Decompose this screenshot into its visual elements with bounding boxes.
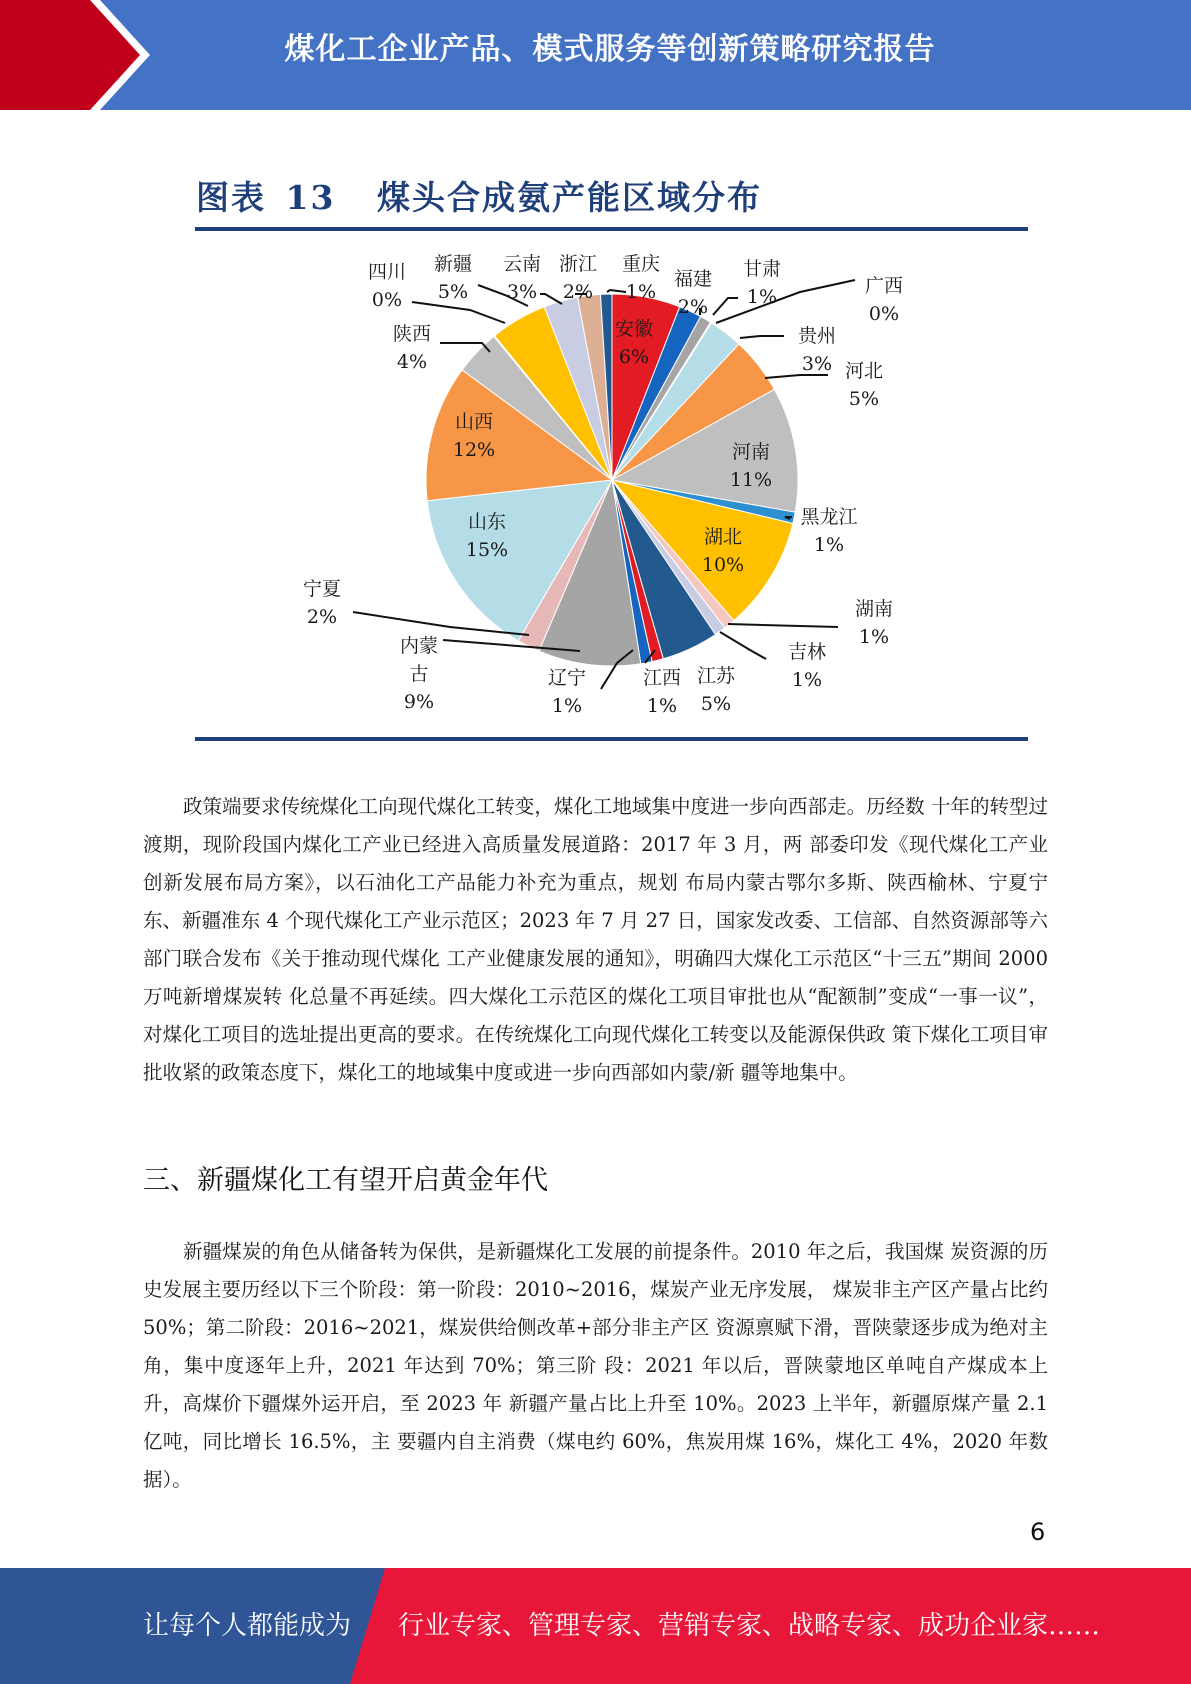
slice-label-辽宁: 辽宁: [547, 667, 587, 689]
slice-label-浙江: 浙江: [558, 253, 598, 275]
page-footer: [0, 1568, 1191, 1684]
slice-label-福建: 福建: [673, 268, 713, 290]
slice-label-四川: 四川: [367, 261, 407, 283]
leader-line-湖南: [728, 624, 838, 627]
slice-label-江西: 江西: [642, 667, 682, 689]
slice-label-山西: 山西: [454, 411, 494, 433]
slice-value-内蒙古: 9%: [403, 691, 435, 713]
leader-line-云南: [540, 294, 562, 304]
slice-value-陕西: 4%: [396, 351, 428, 373]
slice-value-宁夏: 2%: [306, 606, 338, 628]
slice-label-内蒙古: 内蒙: [399, 635, 439, 657]
leader-line-甘肃: [713, 298, 738, 315]
slice-label-广西: 广西: [864, 275, 904, 297]
footer-left-text: 让每个人都能成为: [143, 1611, 352, 1641]
pie-chart: [0, 240, 1191, 735]
leader-line-广西: [716, 280, 855, 323]
slice-label-重庆: 重庆: [621, 253, 661, 275]
figure-caption: 煤头合成氨产能区域分布: [376, 178, 762, 217]
slice-value-辽宁: 1%: [551, 695, 583, 717]
slice-label-山东: 山东: [467, 511, 507, 533]
leader-line-河北: [765, 375, 828, 378]
slice-value-山东: 15%: [465, 539, 509, 561]
slice-value-河北: 5%: [848, 388, 880, 410]
page-header: [0, 0, 1191, 110]
slice-value-甘肃: 1%: [746, 286, 778, 308]
page-number: 6: [1030, 1518, 1046, 1546]
slice-label-江苏: 江苏: [696, 665, 736, 687]
slice-value-湖南: 1%: [858, 626, 890, 648]
slice-label-甘肃: 甘肃: [742, 258, 782, 280]
body-paragraph-2: 新疆煤炭的角色从储备转为保供，是新疆煤化工发展的前提条件。2010 年之后，我国煤 炭资源的历史发展主要历经以下三个阶段：第一阶段：2010~2016，煤炭产业无序发展， 煤炭非主产区产量占比约 50%；第二阶段：2016~2021，煤炭供给侧改革+部分非主产区 资源禀赋下滑，晋陕蒙逐步成为绝对主角，集中度逐年上升，2021 年达到 70%；第三阶 段：2021 年以后，晋陕蒙地区单吨自产煤成本上升，高煤价下疆煤外运开启，至 2023 年 新疆产量占比上升至 10%。2023 上半年，新疆原煤产量 2.1 亿吨，同比增长 16.5%，主 要疆内自主消费（煤电约 60%，焦炭用煤 16%，煤化工 4%，2020 年数据）。: [143, 1240, 1048, 1491]
slice-value-重庆: 1%: [625, 281, 657, 303]
slice-label-内蒙古-2: 古: [409, 663, 429, 685]
section-heading: 三、新疆煤化工有望开启黄金年代: [143, 1165, 548, 1196]
figure-label: 图表: [196, 178, 266, 217]
slice-value-江西: 1%: [646, 695, 678, 717]
figure-number: 13: [285, 178, 336, 217]
leader-line-吉林: [720, 632, 766, 659]
slice-label-安徽: 安徽: [614, 318, 654, 340]
leader-line-贵州: [740, 336, 784, 338]
slice-value-黑龙江: 1%: [813, 534, 845, 556]
slice-value-安徽: 6%: [618, 346, 650, 368]
slice-value-湖北: 10%: [701, 554, 745, 576]
slice-label-贵州: 贵州: [797, 325, 837, 347]
slice-value-吉林: 1%: [791, 669, 823, 691]
slice-value-四川: 0%: [371, 289, 403, 311]
slice-value-福建: 2%: [677, 296, 709, 318]
slice-label-湖南: 湖南: [854, 598, 894, 620]
slice-value-贵州: 3%: [801, 353, 833, 375]
leader-line-四川: [412, 302, 505, 323]
slice-label-湖北: 湖北: [703, 526, 743, 548]
figure-bottom-rule: [195, 737, 1028, 741]
slice-label-河北: 河北: [844, 360, 884, 382]
slice-value-广西: 0%: [868, 303, 900, 325]
slice-label-吉林: 吉林: [787, 641, 827, 663]
body-paragraph-1: 政策端要求传统煤化工向现代煤化工转变，煤化工地域集中度进一步向西部走。历经数 十年的转型过渡期，现阶段国内煤化工产业已经进入高质量发展道路：2017 年 3 月，两 部委印发《现代煤化工产业创新发展布局方案》，以石油化工产品能力补充为重点，规划 布局内蒙古鄂尔多斯、陕西榆林、宁夏宁东、新疆准东 4 个现代煤化工产业示范区；2023 年 7 月 27 日，国家发改委、工信部、自然资源部等六部门联合发布《关于推动现代煤化 工产业健康发展的通知》，明确四大煤化工示范区“十三五”期间 2000 万吨新增煤炭转 化总量不再延续。四大煤化工示范区的煤化工项目审批也从“配额制”变成“一事一议”， 对煤化工项目的选址提出更高的要求。在传统煤化工向现代煤化工转变以及能源保供政 策下煤化工项目审批收紧的政策态度下，煤化工的地域集中度或进一步向西部如内蒙/新 疆等地集中。: [143, 795, 1048, 1084]
figure-title: [196, 172, 762, 219]
slice-label-宁夏: 宁夏: [302, 578, 342, 600]
slice-value-浙江: 2%: [562, 281, 594, 303]
slice-value-云南: 3%: [506, 281, 538, 303]
slice-label-新疆: 新疆: [433, 253, 473, 275]
slice-label-陕西: 陕西: [392, 323, 432, 345]
slice-label-云南: 云南: [502, 253, 542, 275]
slice-label-黑龙江: 黑龙江: [800, 506, 858, 528]
slice-value-山西: 12%: [452, 439, 496, 461]
header-title: 煤化工企业产品、模式服务等创新策略研究报告: [284, 32, 936, 67]
leader-line-重庆: [607, 290, 626, 292]
slice-value-河南: 11%: [729, 469, 773, 491]
slice-label-河南: 河南: [731, 441, 771, 463]
slice-value-江苏: 5%: [700, 693, 732, 715]
figure-top-rule: [195, 227, 1028, 231]
footer-right-text: 行业专家、管理专家、营销专家、战略专家、成功企业家……: [398, 1611, 1101, 1641]
slice-value-新疆: 5%: [437, 281, 469, 303]
